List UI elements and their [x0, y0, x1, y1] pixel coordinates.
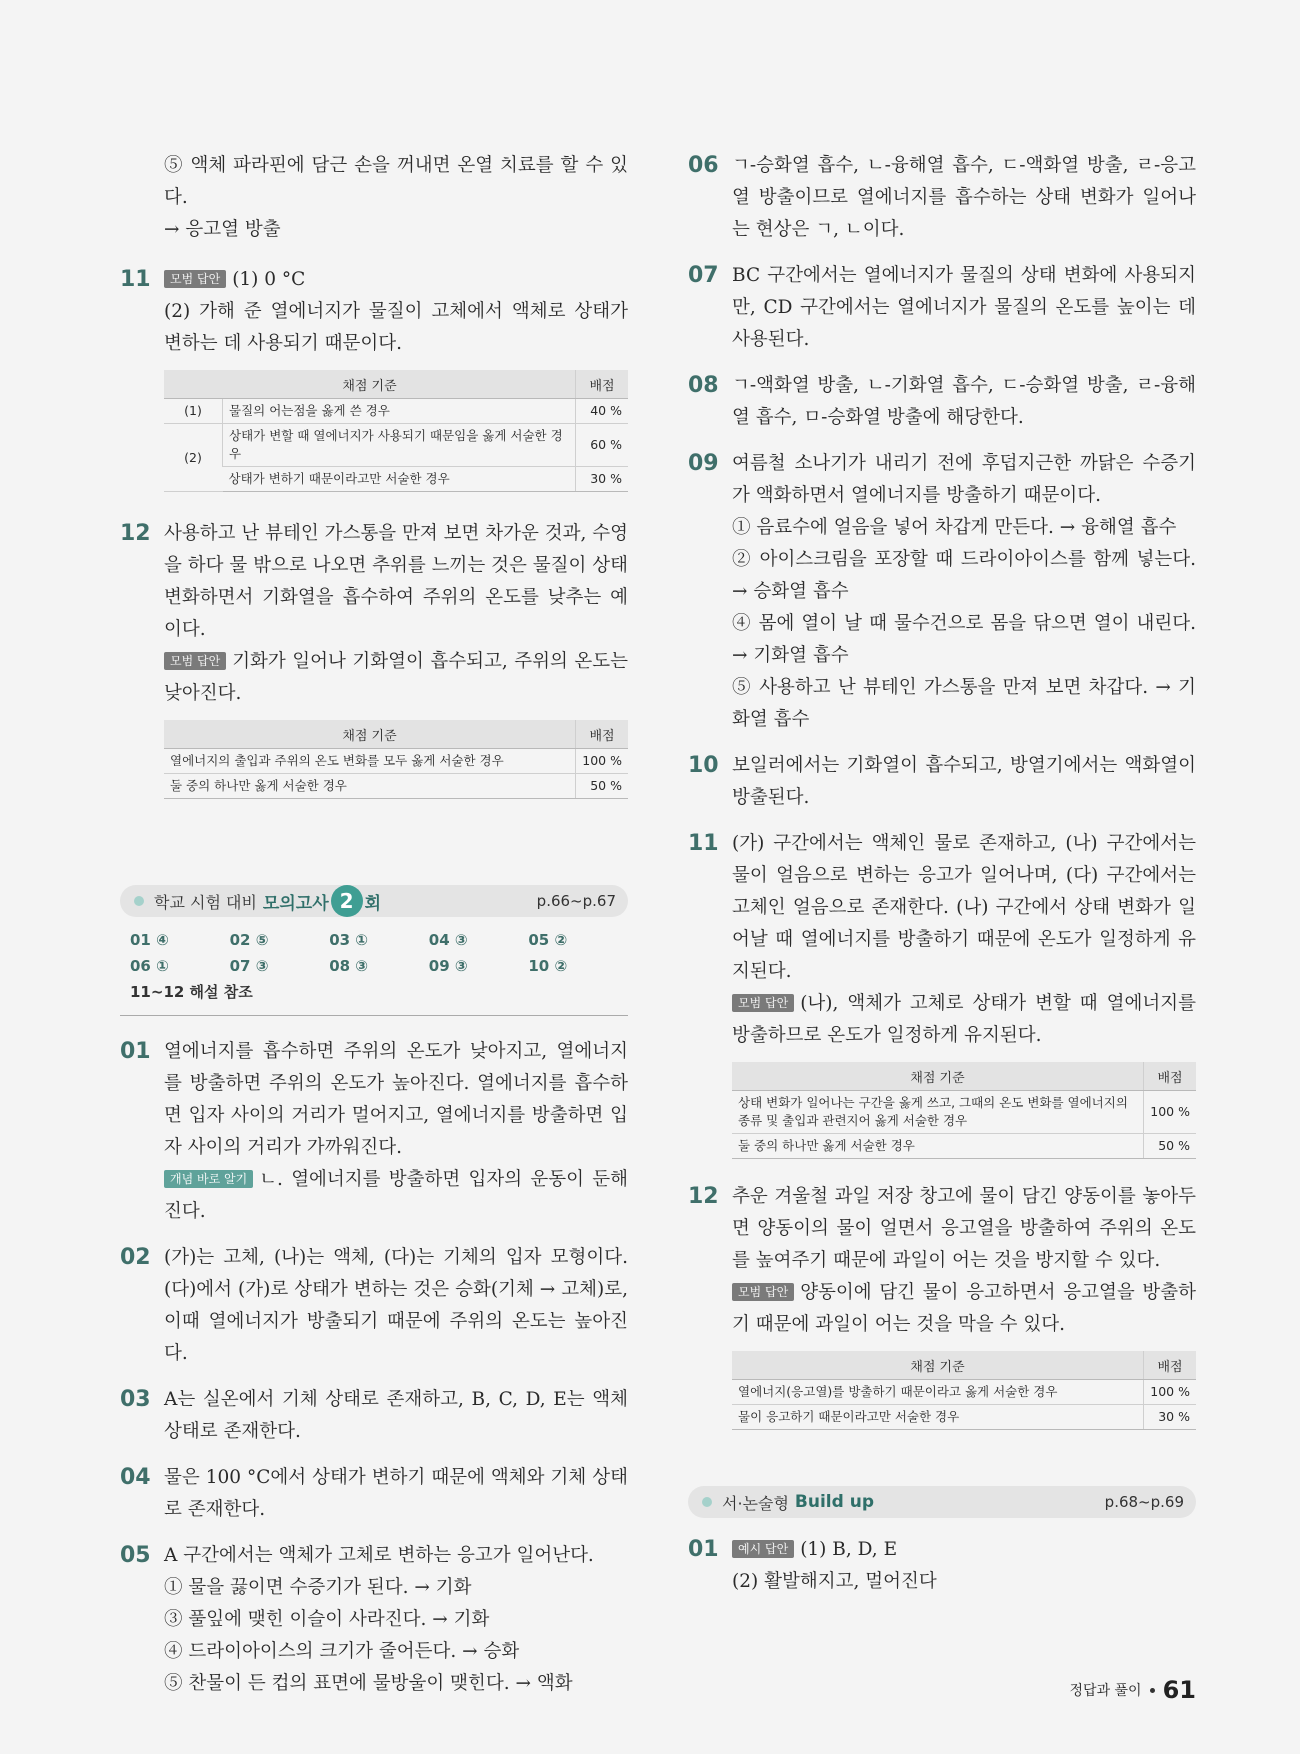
answer-line	[164, 646, 628, 710]
answer-key-item: 04 ③	[428, 931, 468, 949]
question-number: 12	[688, 1184, 719, 1209]
section-number-badge: 2	[331, 885, 363, 917]
table-cell: 둘 중의 하나만 옳게 서술한 경우	[732, 1134, 1144, 1159]
example-answer-badge: 예시 답안	[732, 1540, 794, 1558]
table-cell: 100 %	[1144, 1380, 1197, 1405]
explanation-07	[688, 260, 1196, 356]
table-cell: 물질의 어는점을 옳게 쓴 경우	[223, 399, 576, 424]
text-line: → 응고열 방출	[164, 219, 281, 240]
table-cell: 물이 응고하기 때문이라고만 서술한 경우	[732, 1405, 1144, 1430]
table-row	[732, 1134, 1196, 1159]
explanation-03	[120, 1384, 628, 1448]
section-header-build-up	[688, 1486, 1196, 1518]
table-cell: (2)	[164, 424, 223, 492]
question-number: 07	[688, 263, 719, 288]
table-header: 배점	[1144, 1062, 1197, 1091]
explanation-02	[120, 1242, 628, 1370]
footer-label: 정답과 풀이	[1069, 1683, 1142, 1699]
answer-key-item: 02 ⑤	[229, 931, 269, 949]
question-number: 06	[688, 153, 719, 178]
explanation-text: ㄱ-승화열 흡수, ㄴ-융해열 흡수, ㄷ-액화열 방출, ㄹ-응고열 방출이므로 열에너지를 흡수하는 상태 변화가 일어나는 현상은 ㄱ, ㄴ이다.	[732, 155, 1196, 240]
explanation-text: 여름철 소나기가 내리기 전에 후덥지근한 까닭은 수증기가 액화하면서 열에너지를 방출하기 때문이다.	[732, 453, 1196, 506]
section-header-mock-exam	[120, 885, 628, 917]
table-header: 채점 기준	[164, 720, 576, 749]
answer-text: (1) 0 °C	[232, 269, 306, 290]
answer-key-item: 09 ③	[428, 957, 468, 975]
concept-badge: 개념 바로 알기	[164, 1170, 253, 1188]
choice-line: ④ 드라이아이스의 크기가 줄어든다. → 승화	[164, 1641, 520, 1662]
text-line: ⑤ 액체 파라핀에 담근 손을 꺼내면 온열 치료를 할 수 있다.	[164, 155, 628, 208]
explanation-09	[688, 448, 1196, 736]
question-number: 09	[688, 451, 719, 476]
explanation-text: 열에너지를 흡수하면 주위의 온도가 낮아지고, 열에너지를 방출하면 주위의 온도가 높아진다. 열에너지를 흡수하면 입자 사이의 거리가 멀어지고, 열에너지를 방출하면 입자 사이의 거리가 가까워진다.	[164, 1041, 628, 1158]
left-column	[120, 150, 628, 1700]
explanation-text: 물은 100 °C에서 상태가 변하기 때문에 액체와 기체 상태로 존재한다.	[164, 1467, 628, 1520]
explanation-11	[688, 828, 1196, 1159]
explanation-text: (가) 구간에서는 액체인 물로 존재하고, (나) 구간에서는 물이 얼음으로 변하는 응고가 일어나며, (다) 구간에서는 고체인 얼음으로 존재한다. (나) 구간에서 상태 변화가 일어날 때 열에너지를 방출하기 때문에 온도가 일정하게 유지된다.	[732, 833, 1196, 982]
bullet-dot-icon	[1150, 1688, 1155, 1693]
prev-item-continuation	[120, 150, 628, 246]
table-row	[164, 424, 628, 467]
table-row	[732, 1091, 1196, 1134]
table-header: 채점 기준	[164, 370, 576, 399]
section-title: Build up	[794, 1492, 874, 1512]
section-label: 학교 시험 대비	[154, 892, 257, 912]
choice-line: ① 음료수에 얼음을 넣어 차갑게 만든다. → 융해열 흡수	[732, 517, 1177, 538]
page-footer	[1070, 1676, 1196, 1704]
table-cell: 30 %	[1144, 1405, 1197, 1430]
table-cell: 상태가 변할 때 열에너지가 사용되기 때문임을 옳게 서술한 경우	[223, 424, 576, 467]
explanation-08	[688, 370, 1196, 434]
table-row	[164, 749, 628, 774]
answer-line	[164, 1164, 628, 1228]
answer-text: (1) B, D, E	[800, 1539, 898, 1560]
question-12	[120, 518, 628, 799]
table-cell: 100 %	[576, 749, 629, 774]
table-header: 배점	[576, 370, 629, 399]
explanation-12	[688, 1181, 1196, 1430]
table-cell: 50 %	[576, 774, 629, 799]
table-cell: 40 %	[576, 399, 629, 424]
table-row	[164, 399, 628, 424]
explanation-text: 추운 겨울철 과일 저장 창고에 물이 담긴 양동이를 놓아두면 양동이의 물이 얼면서 응고열을 방출하여 주위의 온도를 높여주기 때문에 과일이 어는 것을 방지할 수 있다.	[732, 1186, 1196, 1271]
explanation-text: ㄱ-액화열 방출, ㄴ-기화열 흡수, ㄷ-승화열 방출, ㄹ-융해열 흡수, ㅁ-승화열 방출에 해당한다.	[732, 375, 1196, 428]
answer-key-item: 01 ④	[130, 931, 169, 949]
explanation-text: BC 구간에서는 열에너지가 물질의 상태 변화에 사용되지만, CD 구간에서는 열에너지가 물질의 온도를 높이는 데 사용된다.	[732, 265, 1196, 350]
question-number: 01	[120, 1039, 151, 1064]
explanation-01	[120, 1036, 628, 1228]
question-11	[120, 264, 628, 492]
table-cell: 30 %	[576, 467, 629, 492]
choice-line: ② 아이스크림을 포장할 때 드라이아이스를 함께 넣는다. → 승화열 흡수	[732, 549, 1196, 602]
explanation-04	[120, 1462, 628, 1526]
answer-line	[732, 988, 1196, 1052]
answer-text: 양동이에 담긴 물이 응고하면서 응고열을 방출하기 때문에 과일이 어는 것을 막을 수 있다.	[732, 1282, 1196, 1335]
question-number: 03	[120, 1387, 151, 1412]
section-label: 서·논술형	[722, 1493, 789, 1513]
question-number: 11	[688, 831, 719, 856]
choice-line: ③ 풀잎에 맺힌 이슬이 사라진다. → 기화	[164, 1609, 490, 1630]
model-answer-badge: 모범 답안	[732, 1283, 794, 1301]
answer-text: 기화가 일어나 기화열이 흡수되고, 주위의 온도는 낮아진다.	[164, 651, 628, 704]
question-number: 08	[688, 373, 719, 398]
answer-key	[120, 917, 628, 1016]
bullet-dot-icon	[134, 896, 144, 906]
question-number: 12	[120, 521, 151, 546]
choice-line: ⑤ 찬물이 든 컵의 표면에 물방울이 맺힌다. → 액화	[164, 1673, 573, 1694]
answer-row	[130, 927, 628, 953]
answer-key-item: 06 ①	[130, 957, 169, 975]
question-number: 11	[120, 267, 151, 292]
buildup-01	[688, 1534, 1196, 1598]
question-number: 04	[120, 1465, 151, 1490]
explanation-text: 보일러에서는 기화열이 흡수되고, 방열기에서는 액화열이 방출된다.	[732, 755, 1196, 808]
explanation-text: A 구간에서는 액체가 고체로 변하는 응고가 일어난다.	[164, 1545, 594, 1566]
answer-key-item: 07 ③	[229, 957, 269, 975]
model-answer-badge: 모범 답안	[164, 270, 226, 288]
question-number: 01	[688, 1537, 719, 1562]
table-header: 배점	[576, 720, 629, 749]
table-cell: 50 %	[1144, 1134, 1197, 1159]
section-pages: p.66~p.67	[536, 892, 616, 910]
table-cell: 열에너지의 출입과 주위의 온도 변화를 모두 옳게 서술한 경우	[164, 749, 576, 774]
answer-line	[732, 1534, 1196, 1566]
question-number: 10	[688, 753, 719, 778]
table-header: 채점 기준	[732, 1351, 1144, 1380]
explanation-06	[688, 150, 1196, 246]
table-cell: 상태가 변하기 때문이라고만 서술한 경우	[223, 467, 576, 492]
answer-text: (2) 가해 준 열에너지가 물질이 고체에서 액체로 상태가 변하는 데 사용되기 때문이다.	[164, 301, 628, 354]
answer-key-note: 11~12 해설 참조	[130, 983, 253, 1001]
scoring-table	[732, 1062, 1196, 1159]
model-answer-badge: 모범 답안	[732, 994, 794, 1012]
section-title: 모의고사	[262, 893, 329, 914]
answer-row	[130, 953, 628, 979]
table-cell: 둘 중의 하나만 옳게 서술한 경우	[164, 774, 576, 799]
choice-line: ① 물을 끓이면 수증기가 된다. → 기화	[164, 1577, 472, 1598]
page-number: 61	[1162, 1676, 1196, 1704]
answer-key-item: 05 ②	[528, 931, 568, 949]
concept-text: ㄴ. 열에너지를 방출하면 입자의 운동이 둔해진다.	[164, 1169, 628, 1222]
table-row	[732, 1405, 1196, 1430]
choice-line: ⑤ 사용하고 난 뷰테인 가스통을 만져 보면 차갑다. → 기화열 흡수	[732, 677, 1196, 730]
scoring-table	[732, 1351, 1196, 1430]
explanation-text: A는 실온에서 기체 상태로 존재하고, B, C, D, E는 액체 상태로 존재한다.	[164, 1389, 628, 1442]
table-row	[164, 467, 628, 492]
answer-text: (나), 액체가 고체로 상태가 변할 때 열에너지를 방출하므로 온도가 일정하게 유지된다.	[732, 993, 1196, 1046]
answer-key-item: 03 ①	[329, 931, 368, 949]
answer-line	[732, 1277, 1196, 1341]
model-answer-badge: 모범 답안	[164, 652, 226, 670]
table-cell: 열에너지(응고열)를 방출하기 때문이라고 옳게 서술한 경우	[732, 1380, 1144, 1405]
answer-text: (2) 활발해지고, 멀어진다	[732, 1571, 937, 1592]
table-row	[164, 774, 628, 799]
explanation-10	[688, 750, 1196, 814]
explanation-text: (가)는 고체, (나)는 액체, (다)는 기체의 입자 모형이다. (다)에서 (가)로 상태가 변하는 것은 승화(기체 → 고체)로, 이때 열에너지가 방출되기 때문에 주위의 온도는 높아진다.	[164, 1247, 628, 1364]
answer-key-item: 10 ②	[528, 957, 568, 975]
table-cell: (1)	[164, 399, 223, 424]
scoring-table	[164, 370, 628, 492]
right-column	[688, 150, 1196, 1598]
table-header: 채점 기준	[732, 1062, 1144, 1091]
choice-line: ④ 몸에 열이 날 때 물수건으로 몸을 닦으면 열이 내린다. → 기화열 흡수	[732, 613, 1196, 666]
table-row	[732, 1380, 1196, 1405]
table-header: 배점	[1144, 1351, 1197, 1380]
question-number: 02	[120, 1245, 151, 1270]
table-cell: 100 %	[1144, 1091, 1197, 1134]
table-cell: 60 %	[576, 424, 629, 467]
table-cell: 상태 변화가 일어나는 구간을 옳게 쓰고, 그때의 온도 변화를 열에너지의 종류 및 출입과 관련지어 옳게 서술한 경우	[732, 1091, 1144, 1134]
answer-line	[164, 264, 628, 296]
explanation-text: 사용하고 난 뷰테인 가스통을 만져 보면 차가운 것과, 수영을 하다 물 밖으로 나오면 추위를 느끼는 것은 물질이 상태 변화하면서 기화열을 흡수하여 주위의 온도를 낮추는 예이다.	[164, 523, 628, 640]
explanation-05	[120, 1540, 628, 1700]
section-suffix: 회	[364, 893, 382, 914]
section-pages: p.68~p.69	[1104, 1493, 1184, 1511]
bullet-dot-icon	[702, 1497, 712, 1507]
scoring-table	[164, 720, 628, 799]
answer-key-item: 08 ③	[329, 957, 368, 975]
question-number: 05	[120, 1543, 151, 1568]
